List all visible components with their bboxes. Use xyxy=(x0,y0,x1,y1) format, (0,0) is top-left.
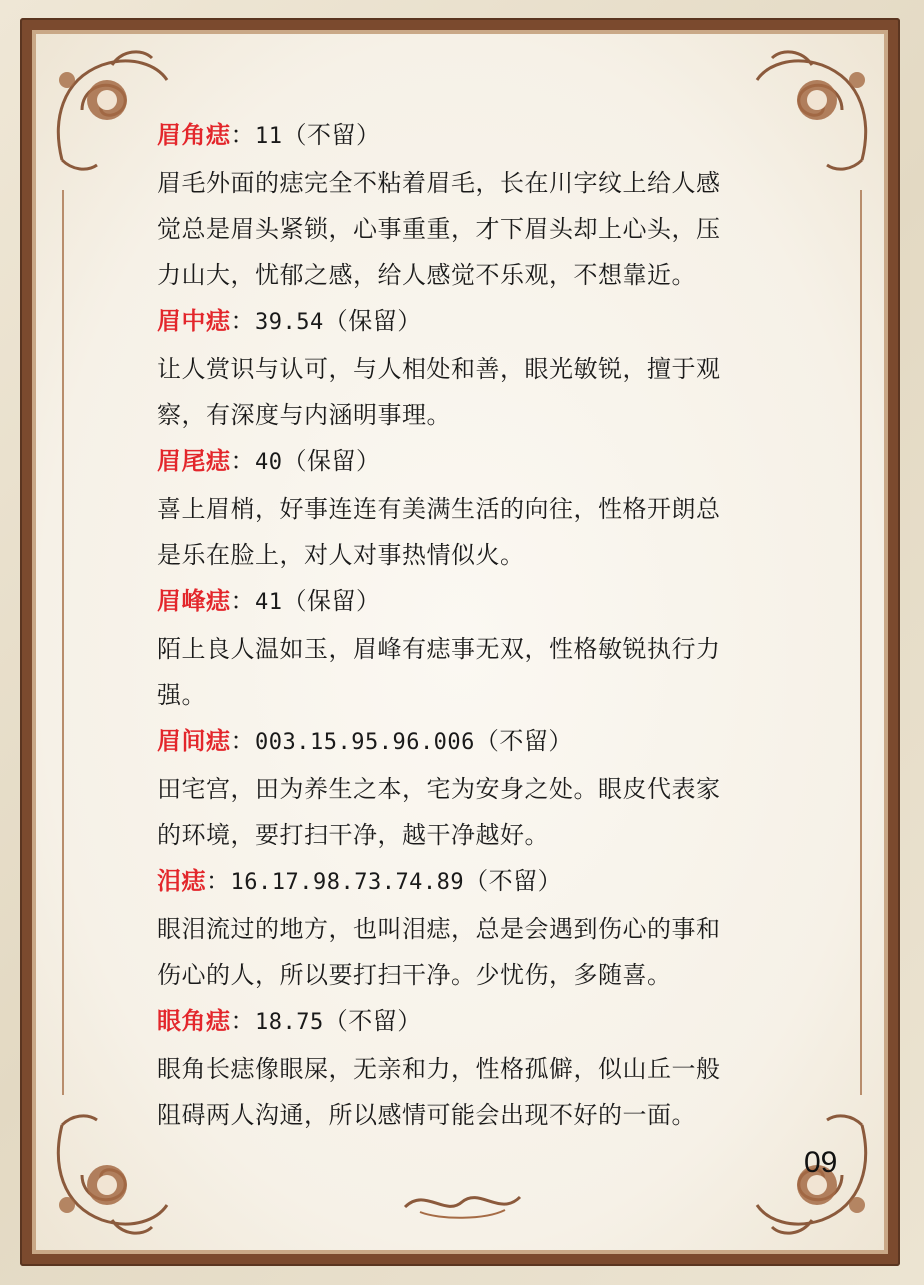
entry-code: 41 xyxy=(255,590,283,615)
entry-status: （保留） xyxy=(282,587,381,615)
desc-line: 觉总是眉头紧锁，心事重重，才下眉头却上心头，压 xyxy=(157,215,721,243)
bottom-swirl-icon xyxy=(400,1182,525,1222)
desc-line: 陌上良人温如玉，眉峰有痣事无双，性格敏锐执行力 xyxy=(157,635,721,663)
entry-description xyxy=(157,486,797,578)
entry-heading xyxy=(157,578,797,626)
entry xyxy=(157,298,797,438)
page-number: 09 xyxy=(804,1146,838,1179)
entry-separator: ： xyxy=(230,307,255,335)
entry-separator: ： xyxy=(230,1007,255,1035)
entry-status: （保留） xyxy=(282,447,381,475)
entry-status: （不留） xyxy=(464,867,563,895)
corner-ornament-icon xyxy=(42,1095,172,1245)
entry-description xyxy=(157,626,797,718)
entry-heading xyxy=(157,718,797,766)
entry-heading xyxy=(157,298,797,346)
desc-line: 眉毛外面的痣完全不粘着眉毛，长在川字纹上给人感 xyxy=(157,169,721,197)
entry-code: 16.17.98.73.74.89 xyxy=(230,870,465,895)
desc-line: 伤心的人，所以要打扫干净。少忧伤，多随喜。 xyxy=(157,961,672,989)
left-border-line xyxy=(62,190,64,1095)
entry xyxy=(157,112,797,298)
desc-line: 是乐在脸上，对人对事热情似火。 xyxy=(157,541,525,569)
entry-code: 40 xyxy=(255,450,283,475)
entry-code: 39.54 xyxy=(255,310,324,335)
entry-code: 18.75 xyxy=(255,1010,324,1035)
entry-status: （不留） xyxy=(474,727,573,755)
corner-ornament-icon xyxy=(42,40,172,190)
desc-line: 的环境，要打扫干净，越干净越好。 xyxy=(157,821,549,849)
entry-term: 眉中痣 xyxy=(157,307,231,335)
entry-heading xyxy=(157,998,797,1046)
desc-line: 察，有深度与内涵明事理。 xyxy=(157,401,451,429)
entry-term: 眉峰痣 xyxy=(157,587,231,615)
entry-description xyxy=(157,346,797,438)
entry xyxy=(157,858,797,998)
entry-term: 眼角痣 xyxy=(157,1007,231,1035)
entry-term: 泪痣 xyxy=(157,867,206,895)
entry-status: （保留） xyxy=(323,307,422,335)
entry-separator: ： xyxy=(230,121,255,149)
entry-heading xyxy=(157,858,797,906)
desc-line: 眼角长痣像眼屎，无亲和力，性格孤僻，似山丘一般 xyxy=(157,1055,721,1083)
entry-description xyxy=(157,906,797,998)
entry-status: （不留） xyxy=(323,1007,422,1035)
entry xyxy=(157,438,797,578)
entry xyxy=(157,718,797,858)
right-border-line xyxy=(860,190,862,1095)
desc-line: 眼泪流过的地方，也叫泪痣，总是会遇到伤心的事和 xyxy=(157,915,721,943)
entry xyxy=(157,998,797,1138)
desc-line: 力山大，忧郁之感，给人感觉不乐观，不想靠近。 xyxy=(157,261,696,289)
entry-code: 11 xyxy=(255,124,283,149)
entry-heading xyxy=(157,112,797,160)
entry-status: （不留） xyxy=(282,121,381,149)
entry-term: 眉角痣 xyxy=(157,121,231,149)
entry-separator: ： xyxy=(230,447,255,475)
desc-line: 阻碍两人沟通，所以感情可能会出现不好的一面。 xyxy=(157,1101,696,1129)
desc-line: 让人赏识与认可，与人相处和善，眼光敏锐，擅于观 xyxy=(157,355,721,383)
entry-term: 眉尾痣 xyxy=(157,447,231,475)
desc-line: 强。 xyxy=(157,681,206,709)
entry-description xyxy=(157,160,797,298)
entry-code: 003.15.95.96.006 xyxy=(255,730,475,755)
entry-term: 眉间痣 xyxy=(157,727,231,755)
entry xyxy=(157,578,797,718)
entry-description xyxy=(157,766,797,858)
entry-separator: ： xyxy=(230,727,255,755)
desc-line: 田宅宫，田为养生之本，宅为安身之处。眼皮代表家 xyxy=(157,775,721,803)
entry-heading xyxy=(157,438,797,486)
desc-line: 喜上眉梢，好事连连有美满生活的向往，性格开朗总 xyxy=(157,495,721,523)
content-body xyxy=(157,112,797,1138)
entry-description xyxy=(157,1046,797,1138)
entry-separator: ： xyxy=(206,867,231,895)
entry-separator: ： xyxy=(230,587,255,615)
